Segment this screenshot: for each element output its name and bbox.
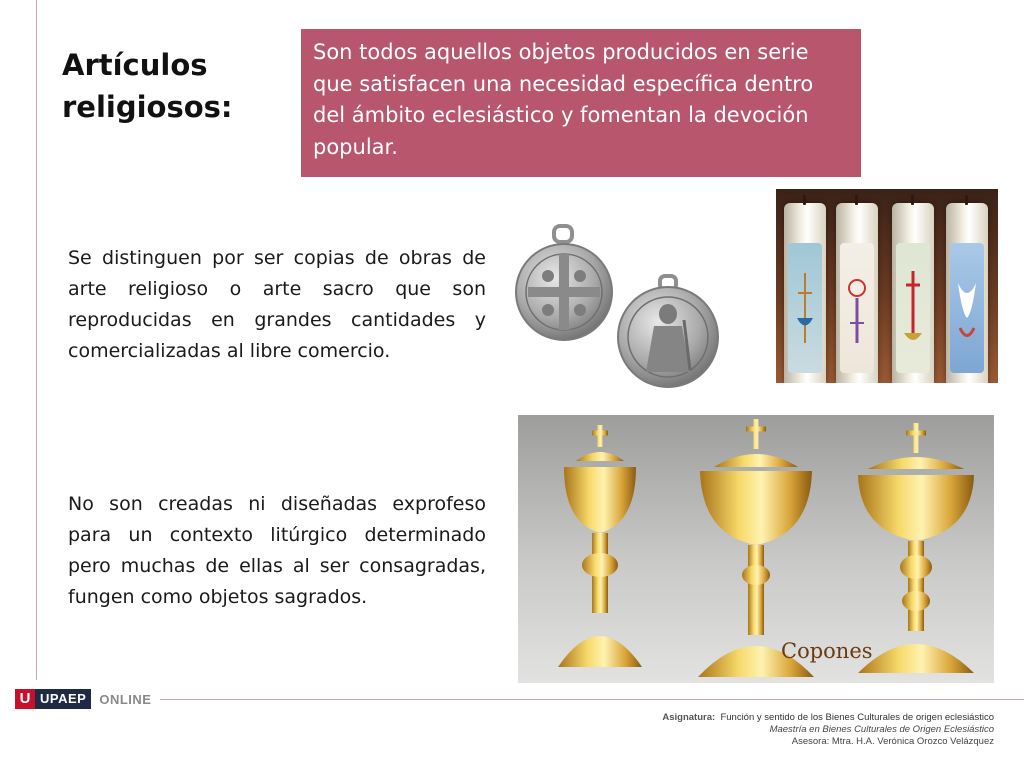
- subject-label: Asignatura:: [662, 712, 716, 723]
- slide-title: Artículos religiosos:: [62, 48, 233, 124]
- advisor-text: Asesora: Mtra. H.A. Verónica Orozco Velázquez: [791, 736, 994, 747]
- candle: [892, 203, 934, 383]
- copones-label: Copones: [781, 639, 873, 663]
- footer-divider: [160, 699, 1024, 700]
- subject-text: Función y sentido de los Bienes Culturales de origen eclesiástico: [720, 712, 994, 723]
- definition-text: Son todos aquellos objetos producidos en serie que satisfacen una necesidad específica dentro del ámbito eclesiástico y fomentan la devoción popular.: [313, 40, 814, 159]
- program-text: Maestría en Bienes Culturales de Origen Eclesiástico: [769, 724, 994, 735]
- chalice: [858, 423, 974, 673]
- medals-image: [508, 222, 738, 400]
- paragraph-copies: Se distinguen por ser copias de obras de arte religioso o arte sacro que son reproducidas en grandes cantidades y comercializadas al libre comercio.: [68, 247, 486, 362]
- footer-info: [662, 712, 994, 748]
- logo-online: ONLINE: [99, 691, 152, 707]
- logo-upaep: UPAEP: [35, 689, 91, 709]
- footer-subject-line: [662, 712, 994, 724]
- logo-u: U: [15, 689, 35, 709]
- candle: [946, 203, 988, 383]
- chalice: [558, 425, 642, 667]
- paragraph-consecrated: No son creadas ni diseñadas exprofeso para un contexto litúrgico determinado pero muchas de ellas al ser consagradas, fungen como objetos sagrados.: [68, 493, 486, 608]
- definition-box: [301, 29, 861, 177]
- left-divider: [36, 0, 37, 680]
- copones-image: [518, 415, 994, 683]
- candle: [836, 203, 878, 383]
- upaep-online-logo: [15, 689, 151, 709]
- candles-image: [776, 189, 998, 383]
- candle: [784, 203, 826, 383]
